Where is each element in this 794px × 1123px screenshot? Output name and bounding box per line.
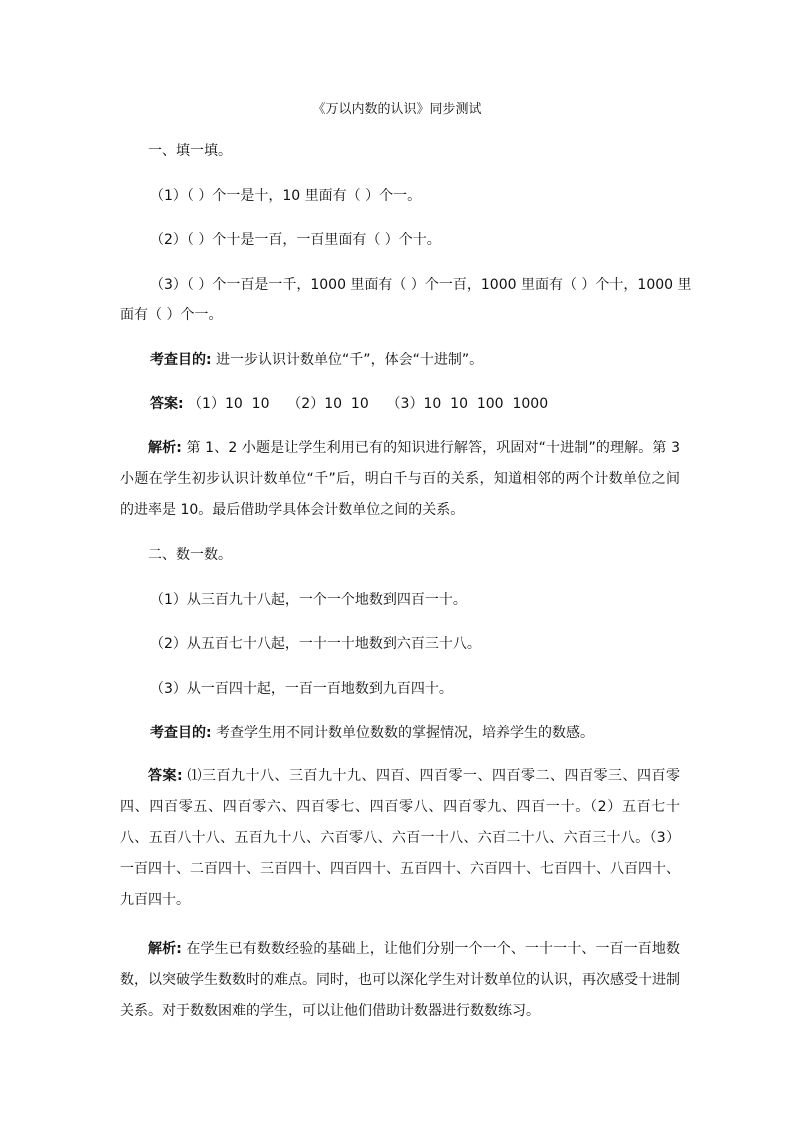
section2-objective [150, 723, 710, 743]
section2-answer [120, 761, 680, 916]
document-title: 《万以内数的认识》同步测试 [312, 102, 482, 117]
answer-text: ⑴三百九十八、三百九十九、四百、四百零一、四百零二、四百零三、四百零四、四百零五、四百零六、四百零七、四百零八、四百零九、四百一十。（2）五百七十八、五百八十八、五百九十八、六百零八、六百一十八、六百二十八、六百三十八。（3）一百四十、二百四十、三百四十、四百四十、五百四十、六百四十、七百四十、八百四十、九百四十。 [120, 768, 680, 908]
section2-question-1: （1）从三百九十八起，一个一个地数到四百一十。 [150, 592, 467, 608]
objective-label: 考查目的: [150, 725, 212, 741]
section2-heading: 二、数一数。 [148, 547, 232, 563]
section1-objective [150, 350, 710, 370]
section1-question-1: （1）（ ）个一是十，10 里面有（ ）个一。 [150, 188, 422, 204]
section1-analysis [120, 433, 680, 526]
section2-question-3: （3）从一百四十起，一百一百地数到九百四十。 [150, 681, 453, 697]
answer-label: 答案: [148, 768, 183, 784]
objective-text: 进一步认识计数单位“千”，体会“十进制”。 [211, 352, 484, 368]
section2-analysis [120, 934, 680, 1027]
answer-text: （1）10 10 （2）10 10 （3）10 10 100 1000 [183, 396, 549, 412]
section1-question-3-line2: 面有（ ）个一。 [120, 307, 223, 323]
objective-text: 考查学生用不同计数单位数数的掌握情况，培养学生的数感。 [211, 725, 595, 741]
section2-question-2: （2）从五百七十八起，一十一十地数到六百三十八。 [150, 636, 481, 652]
answer-label: 答案: [150, 396, 184, 412]
analysis-label: 解析: [148, 440, 182, 456]
section1-heading: 一、填一填。 [148, 143, 232, 159]
objective-label: 考查目的: [150, 352, 212, 368]
analysis-label: 解析: [148, 941, 182, 957]
analysis-text: 第 1、2 小题是让学生利用已有的知识进行解答，巩固对“十进制”的理解。第 3 小题在学生初步认识计数单位“千”后，明白千与百的关系，知道相邻的两个计数单位之间的进率是 10。最后借助学具体会计数单位之间的关系。 [120, 440, 680, 518]
analysis-text: 在学生已有数数经验的基础上，让他们分别一个一个、一十一十、一百一百地数数，以突破学生数数时的难点。同时，也可以深化学生对计数单位的认识，再次感受十进制关系。对于数数困难的学生，可以让他们借助计数器进行数数练习。 [120, 941, 680, 1019]
section1-answer [150, 394, 710, 414]
section1-question-3-line1: （3）（ ）个一百是一千，1000 里面有（ ）个一百，1000 里面有（ ）个十，1000 里 [150, 277, 692, 293]
section1-question-2: （2）（ ）个十是一百，一百里面有（ ）个十。 [150, 232, 441, 248]
